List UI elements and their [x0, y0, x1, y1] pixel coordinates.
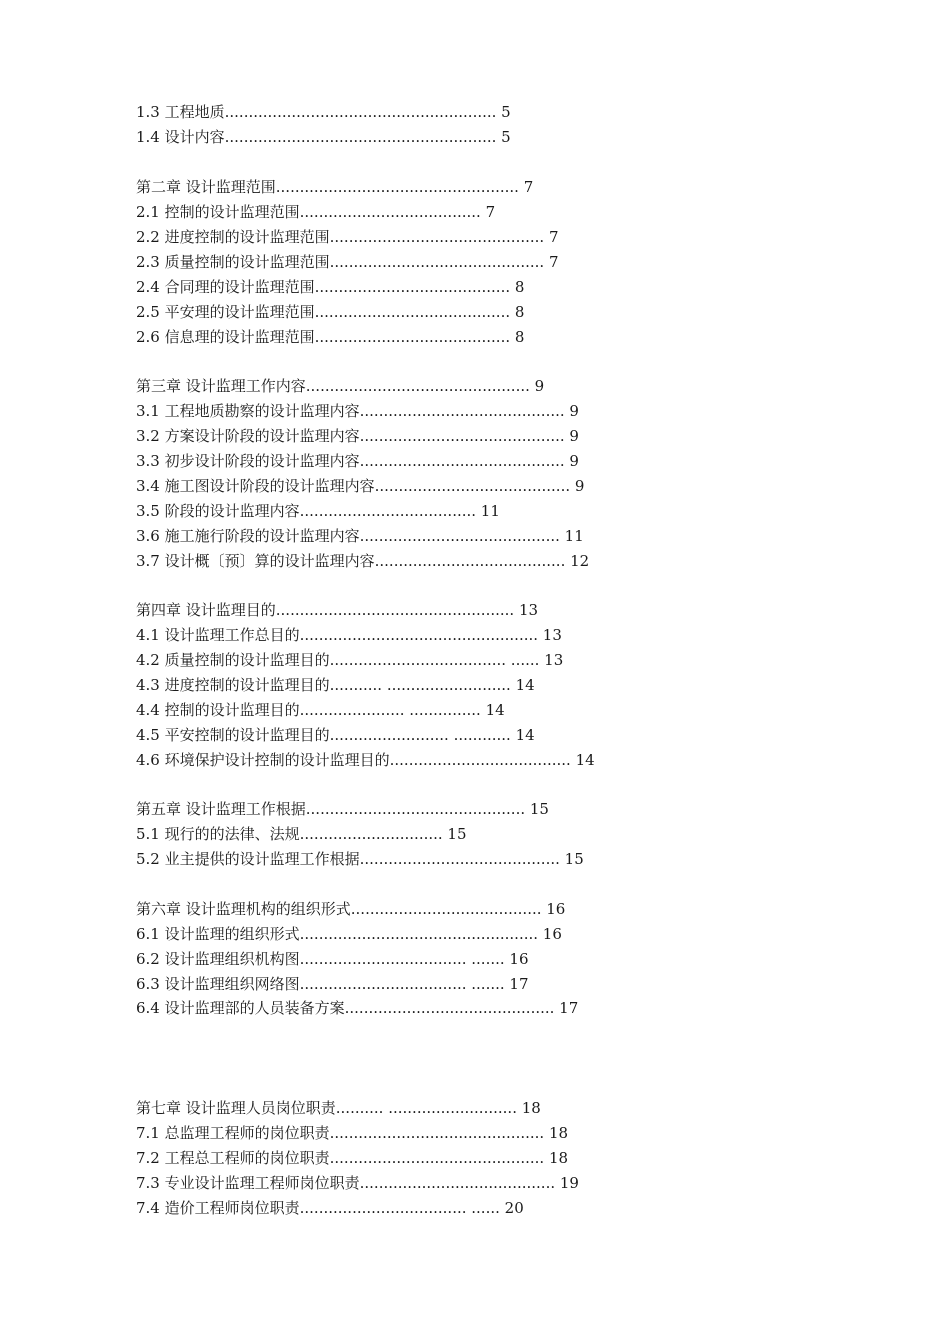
toc-chapter-heading: 第四章 设计监理目的.................................................. 13 — [136, 601, 539, 619]
toc-entry: 6.4 设计监理部的人员装备方案............................................ 17 — [136, 999, 579, 1017]
toc-entry: 3.3 初步设计阶段的设计监理内容........................................... 9 — [136, 452, 579, 470]
toc-entry: 4.4 控制的设计监理目的...................... ............... 14 — [136, 701, 505, 719]
toc-entry: 2.2 进度控制的设计监理范围............................................. 7 — [136, 228, 559, 246]
toc-chapter-heading: 第七章 设计监理人员岗位职责.......... ........................... 18 — [136, 1099, 541, 1117]
toc-entry: 6.3 设计监理组织网络图................................... ....... 17 — [136, 975, 529, 993]
toc-entry: 7.4 造价工程师岗位职责................................... ...... 20 — [136, 1199, 524, 1217]
toc-entry: 2.4 合同理的设计监理范围......................................... 8 — [136, 278, 525, 296]
toc-entry: 4.5 平安控制的设计监理目的......................... ............ 14 — [136, 726, 535, 744]
toc-entry: 5.1 现行的的法律、法规.............................. 15 — [136, 825, 467, 843]
toc-entry: 3.5 阶段的设计监理内容..................................... 11 — [136, 502, 500, 520]
toc-entry: 3.1 工程地质勘察的设计监理内容........................................... 9 — [136, 402, 579, 420]
toc-entry: 3.2 方案设计阶段的设计监理内容........................................... 9 — [136, 427, 579, 445]
toc-chapter-heading: 第五章 设计监理工作根据.............................................. 15 — [136, 800, 549, 818]
toc-entry: 3.6 施工施行阶段的设计监理内容.......................................... 11 — [136, 527, 584, 545]
toc-entry: 6.2 设计监理组织机构图................................... ....... 16 — [136, 950, 529, 968]
toc-entry: 4.2 质量控制的设计监理目的..................................... ...... 13 — [136, 651, 564, 669]
toc-entry: 2.1 控制的设计监理范围...................................... 7 — [136, 203, 496, 221]
toc-entry: 2.3 质量控制的设计监理范围............................................. 7 — [136, 253, 559, 271]
toc-chapter-heading: 第二章 设计监理范围................................................... 7 — [136, 178, 534, 196]
toc-entry: 6.1 设计监理的组织形式.................................................. 16 — [136, 925, 562, 943]
toc-chapter-heading: 第六章 设计监理机构的组织形式........................................ 16 — [136, 900, 566, 918]
toc-entry: 7.1 总监理工程师的岗位职责............................................. 18 — [136, 1124, 569, 1142]
toc-entry: 4.6 环境保护设计控制的设计监理目的...................................... 14 — [136, 751, 595, 769]
toc-entry: 7.3 专业设计监理工程师岗位职责......................................... 19 — [136, 1174, 579, 1192]
toc-chapter-heading: 第三章 设计监理工作内容............................................... 9 — [136, 377, 545, 395]
toc-entry: 5.2 业主提供的设计监理工作根据.......................................... 15 — [136, 850, 584, 868]
toc-entry: 4.3 进度控制的设计监理目的........... .......................... 14 — [136, 676, 535, 694]
toc-entry: 7.2 工程总工程师的岗位职责............................................. 18 — [136, 1149, 569, 1167]
toc-entry: 2.6 信息理的设计监理范围......................................... 8 — [136, 328, 525, 346]
toc-entry: 1.4 设计内容......................................................... 5 — [136, 128, 511, 146]
toc-entry: 4.1 设计监理工作总目的.................................................. 13 — [136, 626, 562, 644]
toc-entry: 2.5 平安理的设计监理范围......................................... 8 — [136, 303, 525, 321]
toc-entry: 3.7 设计概〔预〕算的设计监理内容........................................ 12 — [136, 552, 590, 570]
toc-entry: 3.4 施工图设计阶段的设计监理内容......................................... 9 — [136, 477, 585, 495]
toc-entry: 1.3 工程地质......................................................... 5 — [136, 103, 511, 121]
